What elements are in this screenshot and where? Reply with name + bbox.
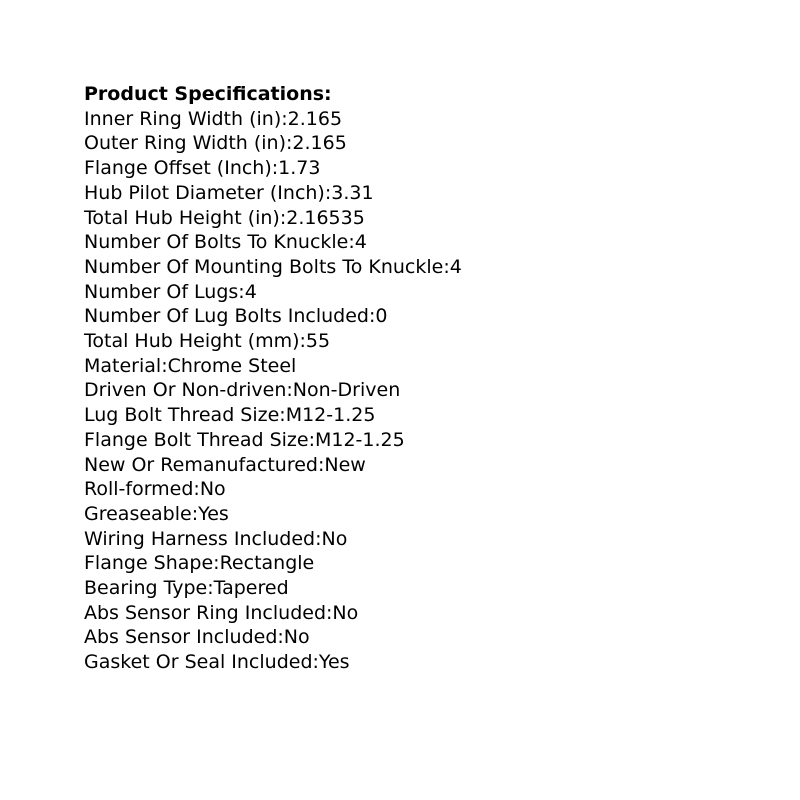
spec-flange-offset: Flange Offset (Inch):1.73 [84, 157, 321, 180]
spec-hub-pilot-diameter: Hub Pilot Diameter (Inch):3.31 [84, 181, 374, 204]
spec-lug-bolt-thread-size: Lug Bolt Thread Size:M12-1.25 [84, 404, 376, 427]
spec-greaseable: Greaseable:Yes [84, 502, 229, 525]
specifications-heading: Product Specifications: [84, 83, 332, 105]
spec-list [84, 107, 784, 675]
spec-roll-formed: Roll-formed:No [84, 478, 226, 501]
spec-number-of-lugs: Number Of Lugs:4 [84, 280, 257, 303]
spec-mounting-bolts-to-knuckle: Number Of Mounting Bolts To Knuckle:4 [84, 255, 462, 278]
spec-abs-sensor-included: Abs Sensor Included:No [84, 626, 310, 649]
spec-outer-ring-width: Outer Ring Width (in):2.165 [84, 132, 347, 155]
spec-inner-ring-width: Inner Ring Width (in):2.165 [84, 107, 343, 130]
spec-wiring-harness-included: Wiring Harness Included:No [84, 527, 348, 550]
spec-total-hub-height-mm: Total Hub Height (mm):55 [84, 330, 331, 353]
spec-bolts-to-knuckle: Number Of Bolts To Knuckle:4 [84, 231, 367, 254]
spec-driven: Driven Or Non-driven:Non-Driven [84, 379, 401, 402]
spec-total-hub-height-in: Total Hub Height (in):2.16535 [84, 206, 365, 229]
spec-material: Material:Chrome Steel [84, 354, 297, 377]
spec-gasket-or-seal-included: Gasket Or Seal Included:Yes [84, 651, 350, 674]
spec-flange-bolt-thread-size: Flange Bolt Thread Size:M12-1.25 [84, 428, 405, 451]
product-specifications [84, 82, 784, 675]
spec-bearing-type: Bearing Type:Tapered [84, 577, 289, 600]
spec-abs-sensor-ring-included: Abs Sensor Ring Included:No [84, 601, 359, 624]
spec-lug-bolts-included: Number Of Lug Bolts Included:0 [84, 305, 388, 328]
spec-new-or-remanufactured: New Or Remanufactured:New [84, 453, 366, 476]
spec-flange-shape: Flange Shape:Rectangle [84, 552, 315, 575]
